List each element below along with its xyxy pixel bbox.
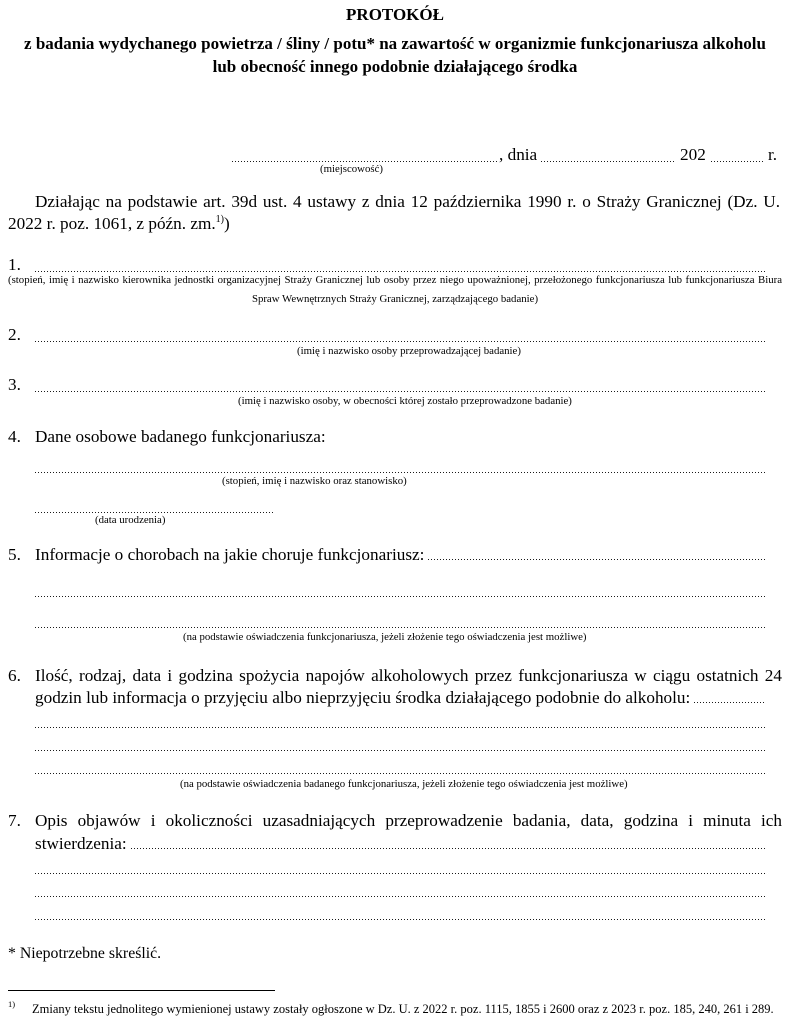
item-4-identity-blank-line <box>35 472 765 473</box>
item-7-number: 7. <box>8 811 21 830</box>
item-5-number: 5. <box>8 545 21 564</box>
strike-note: * Niepotrzebne skreślić. <box>8 945 162 962</box>
document-title: PROTOKÓŁ <box>346 5 444 24</box>
item-3-blank-line <box>35 391 765 392</box>
item-1-caption-line-2: Spraw Wewnętrznych Straży Granicznej, zarządzającego badanie) <box>251 293 539 305</box>
item-3-caption: (imię i nazwisko osoby, w obecności której zostało przeprowadzone badanie) <box>238 395 572 407</box>
footnote-separator <box>8 990 275 991</box>
legal-basis-line-2-end: ) <box>224 214 230 233</box>
item-4-identity-caption: (stopień, imię i nazwisko oraz stanowisko) <box>222 475 407 487</box>
item-6-label-line-2: godzin lub informacja o przyjęciu albo nieprzyjęciu środka działającego podobnie do alkoholu: <box>35 688 691 707</box>
item-7-label-line-2: stwierdzenia: <box>35 834 127 853</box>
item-6-blank-line-4 <box>35 773 765 774</box>
item-7-label-row <box>35 834 765 854</box>
item-4-birth-date-caption: (data urodzenia) <box>95 514 166 526</box>
item-1-blank-line <box>35 271 765 272</box>
item-4-label: Dane osobowe badanego funkcjonariusza: <box>35 427 326 446</box>
item-7-blank-line-4 <box>35 919 765 920</box>
item-5-label: Informacje o chorobach na jakie choruje funkcjonariusz: <box>35 545 425 564</box>
item-2-number: 2. <box>8 325 21 344</box>
footnote-text: Zmiany tekstu jednolitego wymienionej ustawy zostały ogłoszone w Dz. U. z 2022 r. poz. 1115, 1855 i 2600 oraz z 2023 r. poz. 185, 240, 261 i 289. <box>32 1002 774 1016</box>
place-blank-line <box>232 161 498 162</box>
item-3-number: 3. <box>8 375 21 394</box>
item-4-birth-date-blank-line <box>35 512 273 513</box>
item-4-number: 4. <box>8 427 21 446</box>
item-6-label-row <box>35 688 765 708</box>
item-6-blank-line-2 <box>35 727 765 728</box>
item-5-label-row <box>35 545 765 565</box>
item-6-blank-line-1 <box>694 702 765 703</box>
item-6-number: 6. <box>8 666 21 685</box>
item-5-blank-line-1 <box>428 559 765 560</box>
item-6-caption: (na podstawie oświadczenia badanego funkcjonariusza, jeżeli złożenie tego oświadczenia jest możliwe) <box>180 778 628 790</box>
item-7-blank-line-2 <box>35 873 765 874</box>
year-suffix: r. <box>768 145 778 164</box>
item-5-caption: (na podstawie oświadczenia funkcjonariusza, jeżeli złożenie tego oświadczenia jest możliwe) <box>183 631 587 643</box>
place-caption: (miejscowość) <box>320 163 383 175</box>
legal-basis-line-2 <box>8 214 230 234</box>
item-2-caption: (imię i nazwisko osoby przeprowadzającej badanie) <box>297 345 521 357</box>
item-7-blank-line-1 <box>131 848 765 849</box>
year-prefix: 202 <box>680 145 706 164</box>
footnote-reference: 1) <box>215 214 224 225</box>
item-1-caption-line-1: (stopień, imię i nazwisko kierownika jednostki organizacyjnej Straży Granicznej lub osoby przez niego upoważnionej, przełożonego funkcjonariusza lub funkcjonariusza Biura <box>8 274 782 286</box>
day-month-blank-line <box>541 161 675 162</box>
legal-basis-line-1: Działając na podstawie art. 39d ust. 4 ustawy z dnia 12 października 1990 r. o Straży Granicznej (Dz. U. <box>35 192 780 211</box>
item-6-label-line-1: Ilość, rodzaj, data i godzina spożycia napojów alkoholowych przez funkcjonariusza w ciągu ostatnich 24 <box>35 666 782 685</box>
item-6-blank-line-3 <box>35 750 765 751</box>
footnote-marker: 1) <box>8 999 16 1009</box>
date-label: , dnia <box>499 145 538 164</box>
year-blank-line <box>711 161 764 162</box>
item-7-blank-line-3 <box>35 896 765 897</box>
document-subtitle-line-2: lub obecność innego podobnie działającego środka <box>212 57 578 76</box>
item-7-label-line-1: Opis objawów i okoliczności uzasadniających przeprowadzenie badania, data, godzina i minuta ich <box>35 811 782 830</box>
legal-basis-line-2-text: 2022 r. poz. 1061, z późn. zm. <box>8 214 216 233</box>
item-1-number: 1. <box>8 255 21 274</box>
document-subtitle-line-1: z badania wydychanego powietrza / śliny / potu* na zawartość w organizmie funkcjonariusza alkoholu <box>24 34 766 53</box>
item-5-blank-line-2 <box>35 596 765 597</box>
item-5-blank-line-3 <box>35 627 765 628</box>
item-2-blank-line <box>35 341 765 342</box>
